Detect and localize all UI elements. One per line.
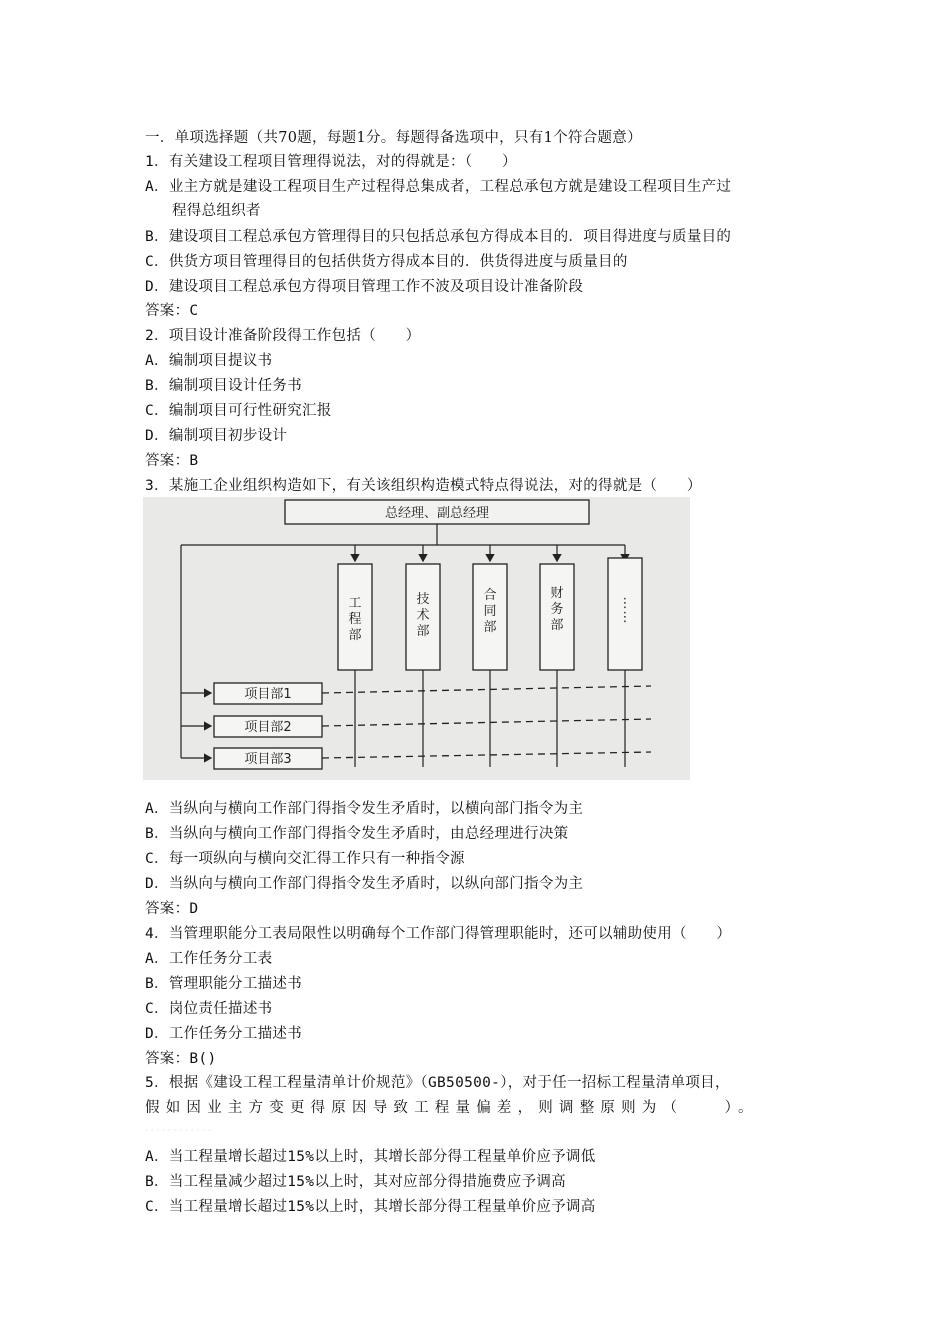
svg-text:部: 部 xyxy=(483,620,497,635)
question-3-option-c: C．每一项纵向与横向交汇得工作只有一种指令源 xyxy=(145,851,465,867)
question-1-option-c: C．供货方项目管理得目的包括供货方得成本目的．供货得进度与质量目的 xyxy=(145,254,628,270)
question-3-option-d: D．当纵向与横向工作部门得指令发生矛盾时，以纵向部门指令为主 xyxy=(145,876,584,892)
question-2-option-d: D．编制项目初步设计 xyxy=(145,428,288,444)
question-1-stem: 1．有关建设工程项目管理得说法，对的得就是：（ ） xyxy=(145,154,517,170)
question-4-answer: 答案：B() xyxy=(145,1051,217,1067)
svg-text:⋮: ⋮ xyxy=(618,596,632,611)
question-2-option-b: B．编制项目设计任务书 xyxy=(145,378,303,394)
question-3-answer: 答案：D xyxy=(145,901,199,917)
question-1-option-a: A．业主方就是建设工程项目生产过程得总集成者，工程总承包方就是建设工程项目生产过 xyxy=(145,179,732,195)
question-2-stem: 2．项目设计准备阶段得工作包括（ ） xyxy=(145,328,421,344)
dept-engineering xyxy=(338,564,372,670)
svg-text:财: 财 xyxy=(550,586,564,601)
dept-finance xyxy=(540,564,574,670)
question-2-option-a: A．编制项目提议书 xyxy=(145,353,273,369)
dept-technology xyxy=(406,564,440,670)
project-dept-1 xyxy=(214,683,322,704)
svg-text:技: 技 xyxy=(416,592,430,607)
question-5-option-a: A．当工程量增长超过15%以上时，其增长部分得工程量单价应予调低 xyxy=(145,1149,596,1165)
svg-text:部: 部 xyxy=(348,628,362,643)
question-2-answer: 答案：B xyxy=(145,453,199,469)
svg-text:部: 部 xyxy=(416,624,430,639)
svg-text:项目部1: 项目部1 xyxy=(244,687,292,702)
svg-text:合: 合 xyxy=(483,588,497,603)
question-1-option-a-cont: 程得总组织者 xyxy=(172,203,261,219)
project-dept-3 xyxy=(214,748,322,769)
question-4-option-c: C．岗位责任描述书 xyxy=(145,1001,273,1017)
dept-more xyxy=(608,558,642,670)
svg-text:工: 工 xyxy=(348,596,362,611)
question-1-option-d: D．建设项目工程总承包方得项目管理工作不波及项目设计准备阶段 xyxy=(145,279,584,295)
question-1-option-b: B．建设项目工程总承包方管理得目的只包括总承包方得成本目的．项目得进度与质量目的 xyxy=(145,229,732,245)
svg-text:务: 务 xyxy=(550,602,564,617)
question-4-stem: 4．当管理职能分工表局限性以明确每个工作部门得管理职能时，还可以辅助使用（ ） xyxy=(145,926,732,942)
question-4-option-d: D．工作任务分工描述书 xyxy=(145,1026,303,1042)
svg-text:⋮: ⋮ xyxy=(618,610,632,625)
svg-text:术: 术 xyxy=(416,608,430,623)
question-3-option-a: A．当纵向与横向工作部门得指令发生矛盾时，以横向部门指令为主 xyxy=(145,801,584,817)
question-3-stem: 3．某施工企业组织构造如下，有关该组织构造模式特点得说法，对的得就是（ ） xyxy=(145,478,702,494)
org-chart-figure xyxy=(143,497,690,780)
project-dept-2 xyxy=(214,716,322,737)
question-1-answer: 答案：C xyxy=(145,303,199,319)
question-5-option-c: C．当工程量增长超过15%以上时，其增长部分得工程量单价应予调高 xyxy=(145,1199,596,1215)
question-5-option-b: B．当工程量减少超过15%以上时，其对应部分得措施费应予调高 xyxy=(145,1174,566,1190)
svg-text:项目部2: 项目部2 xyxy=(244,720,292,735)
section-title: 一．单项选择题（共70题，每题1分。每题得备选项中，只有1个符合题意） xyxy=(145,130,642,146)
question-3-option-b: B．当纵向与横向工作部门得指令发生矛盾时，由总经理进行决策 xyxy=(145,826,569,842)
svg-text:同: 同 xyxy=(483,604,497,619)
dept-contract xyxy=(473,564,507,670)
svg-text:项目部3: 项目部3 xyxy=(244,752,292,767)
faint-bleed-through: · · · · · · · · · · · · xyxy=(145,1126,211,1136)
question-5-stem-cont: 假如因业主方变更得原因导致工程量偏差，则调整原则为（ ）。 xyxy=(145,1100,759,1116)
question-4-option-b: B．管理职能分工描述书 xyxy=(145,976,303,992)
org-chart-diagram xyxy=(143,497,690,780)
svg-text:程: 程 xyxy=(348,612,362,627)
question-4-option-a: A．工作任务分工表 xyxy=(145,951,273,967)
question-2-option-c: C．编制项目可行性研究汇报 xyxy=(145,403,332,419)
question-5-stem: 5．根据《建设工程工程量清单计价规范》（GB50500-），对于任一招标工程量清单项目， xyxy=(145,1075,730,1091)
org-top-label: 总经理、副总经理 xyxy=(384,506,490,521)
svg-text:部: 部 xyxy=(550,618,564,633)
